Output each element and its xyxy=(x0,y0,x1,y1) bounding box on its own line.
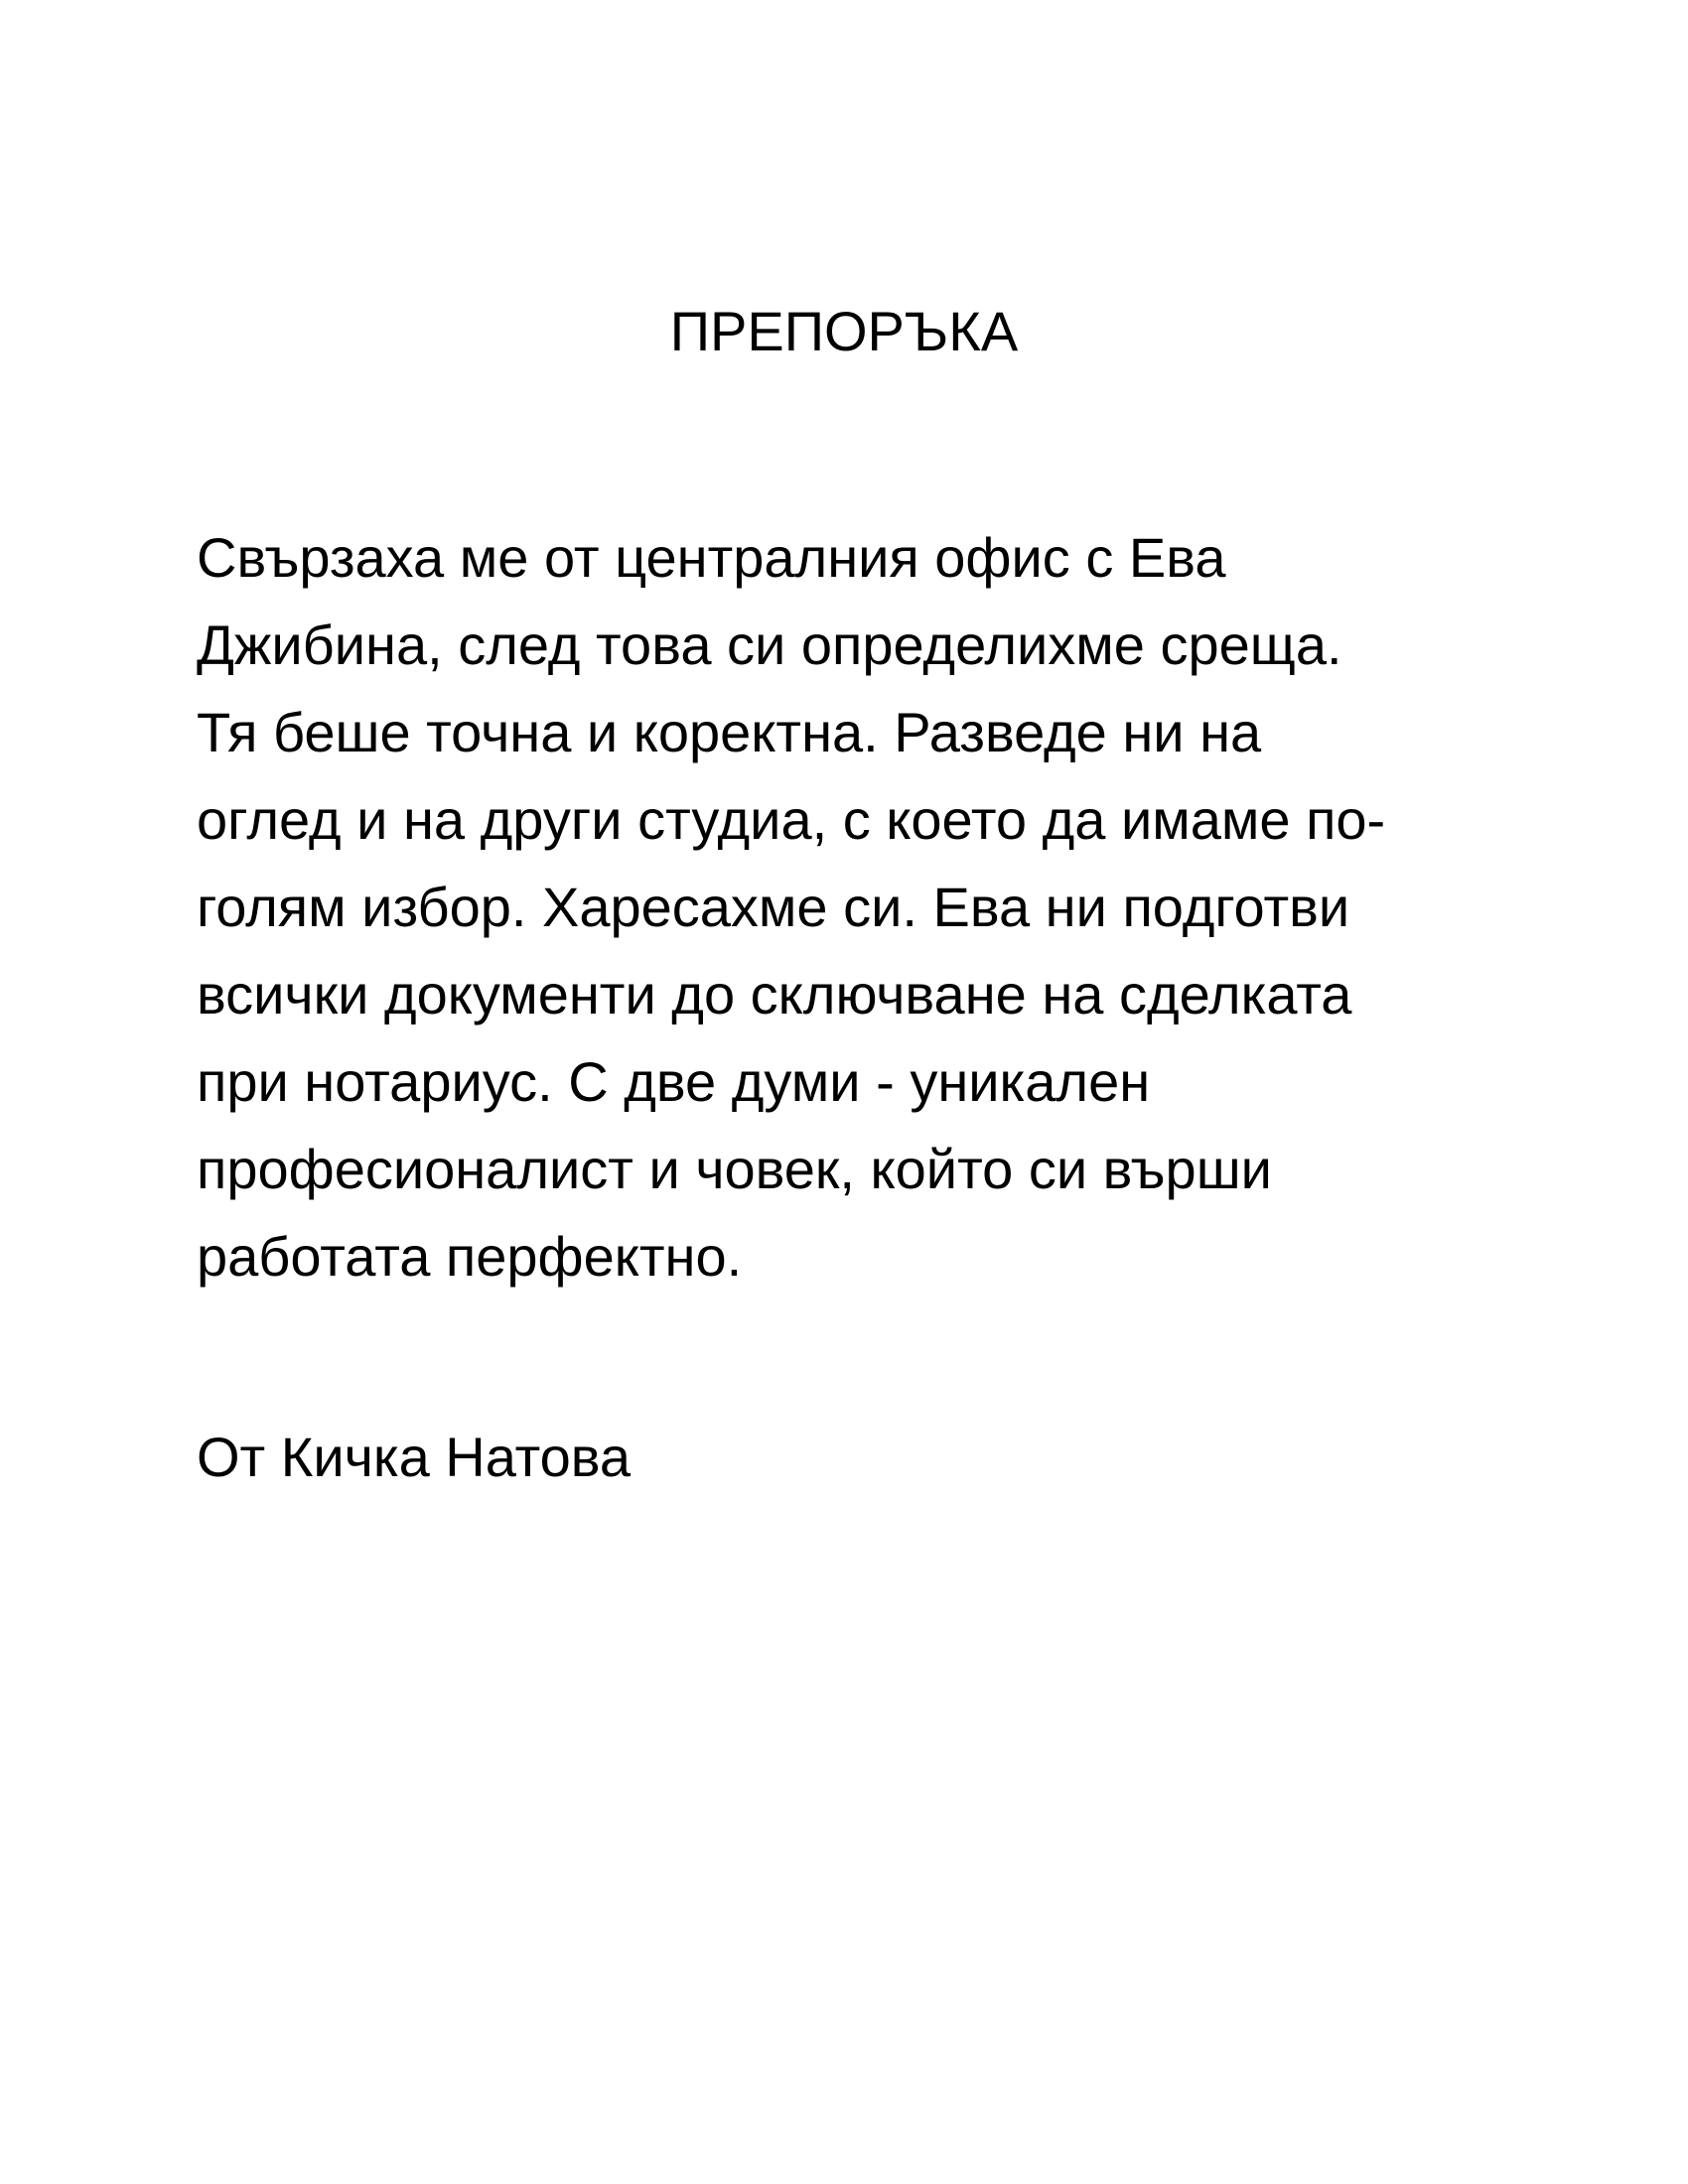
signature-line: От Кичка Натова xyxy=(197,1426,632,1488)
recommendation-body xyxy=(197,514,1507,1300)
body-line: Тя беше точна и коректна. Разведе ни на xyxy=(197,701,1262,763)
body-line: оглед и на други студиа, с което да имаме по- xyxy=(197,788,1386,851)
document-title: ПРЕПОРЪКА xyxy=(669,300,1019,362)
body-line: при нотариус. С две думи - уникален xyxy=(197,1050,1151,1113)
body-line: всички документи до сключване на сделката xyxy=(197,963,1352,1025)
body-line: Свързаха ме от централния офис с Ева xyxy=(197,526,1226,589)
body-line: работата перфектно. xyxy=(197,1225,743,1288)
body-line: голям избор. Харесахме си. Ева ни подготви xyxy=(197,876,1350,938)
body-line: Джибина, след това си определихме среща. xyxy=(197,614,1342,676)
body-line: професионалист и човек, който си върши xyxy=(197,1138,1272,1200)
